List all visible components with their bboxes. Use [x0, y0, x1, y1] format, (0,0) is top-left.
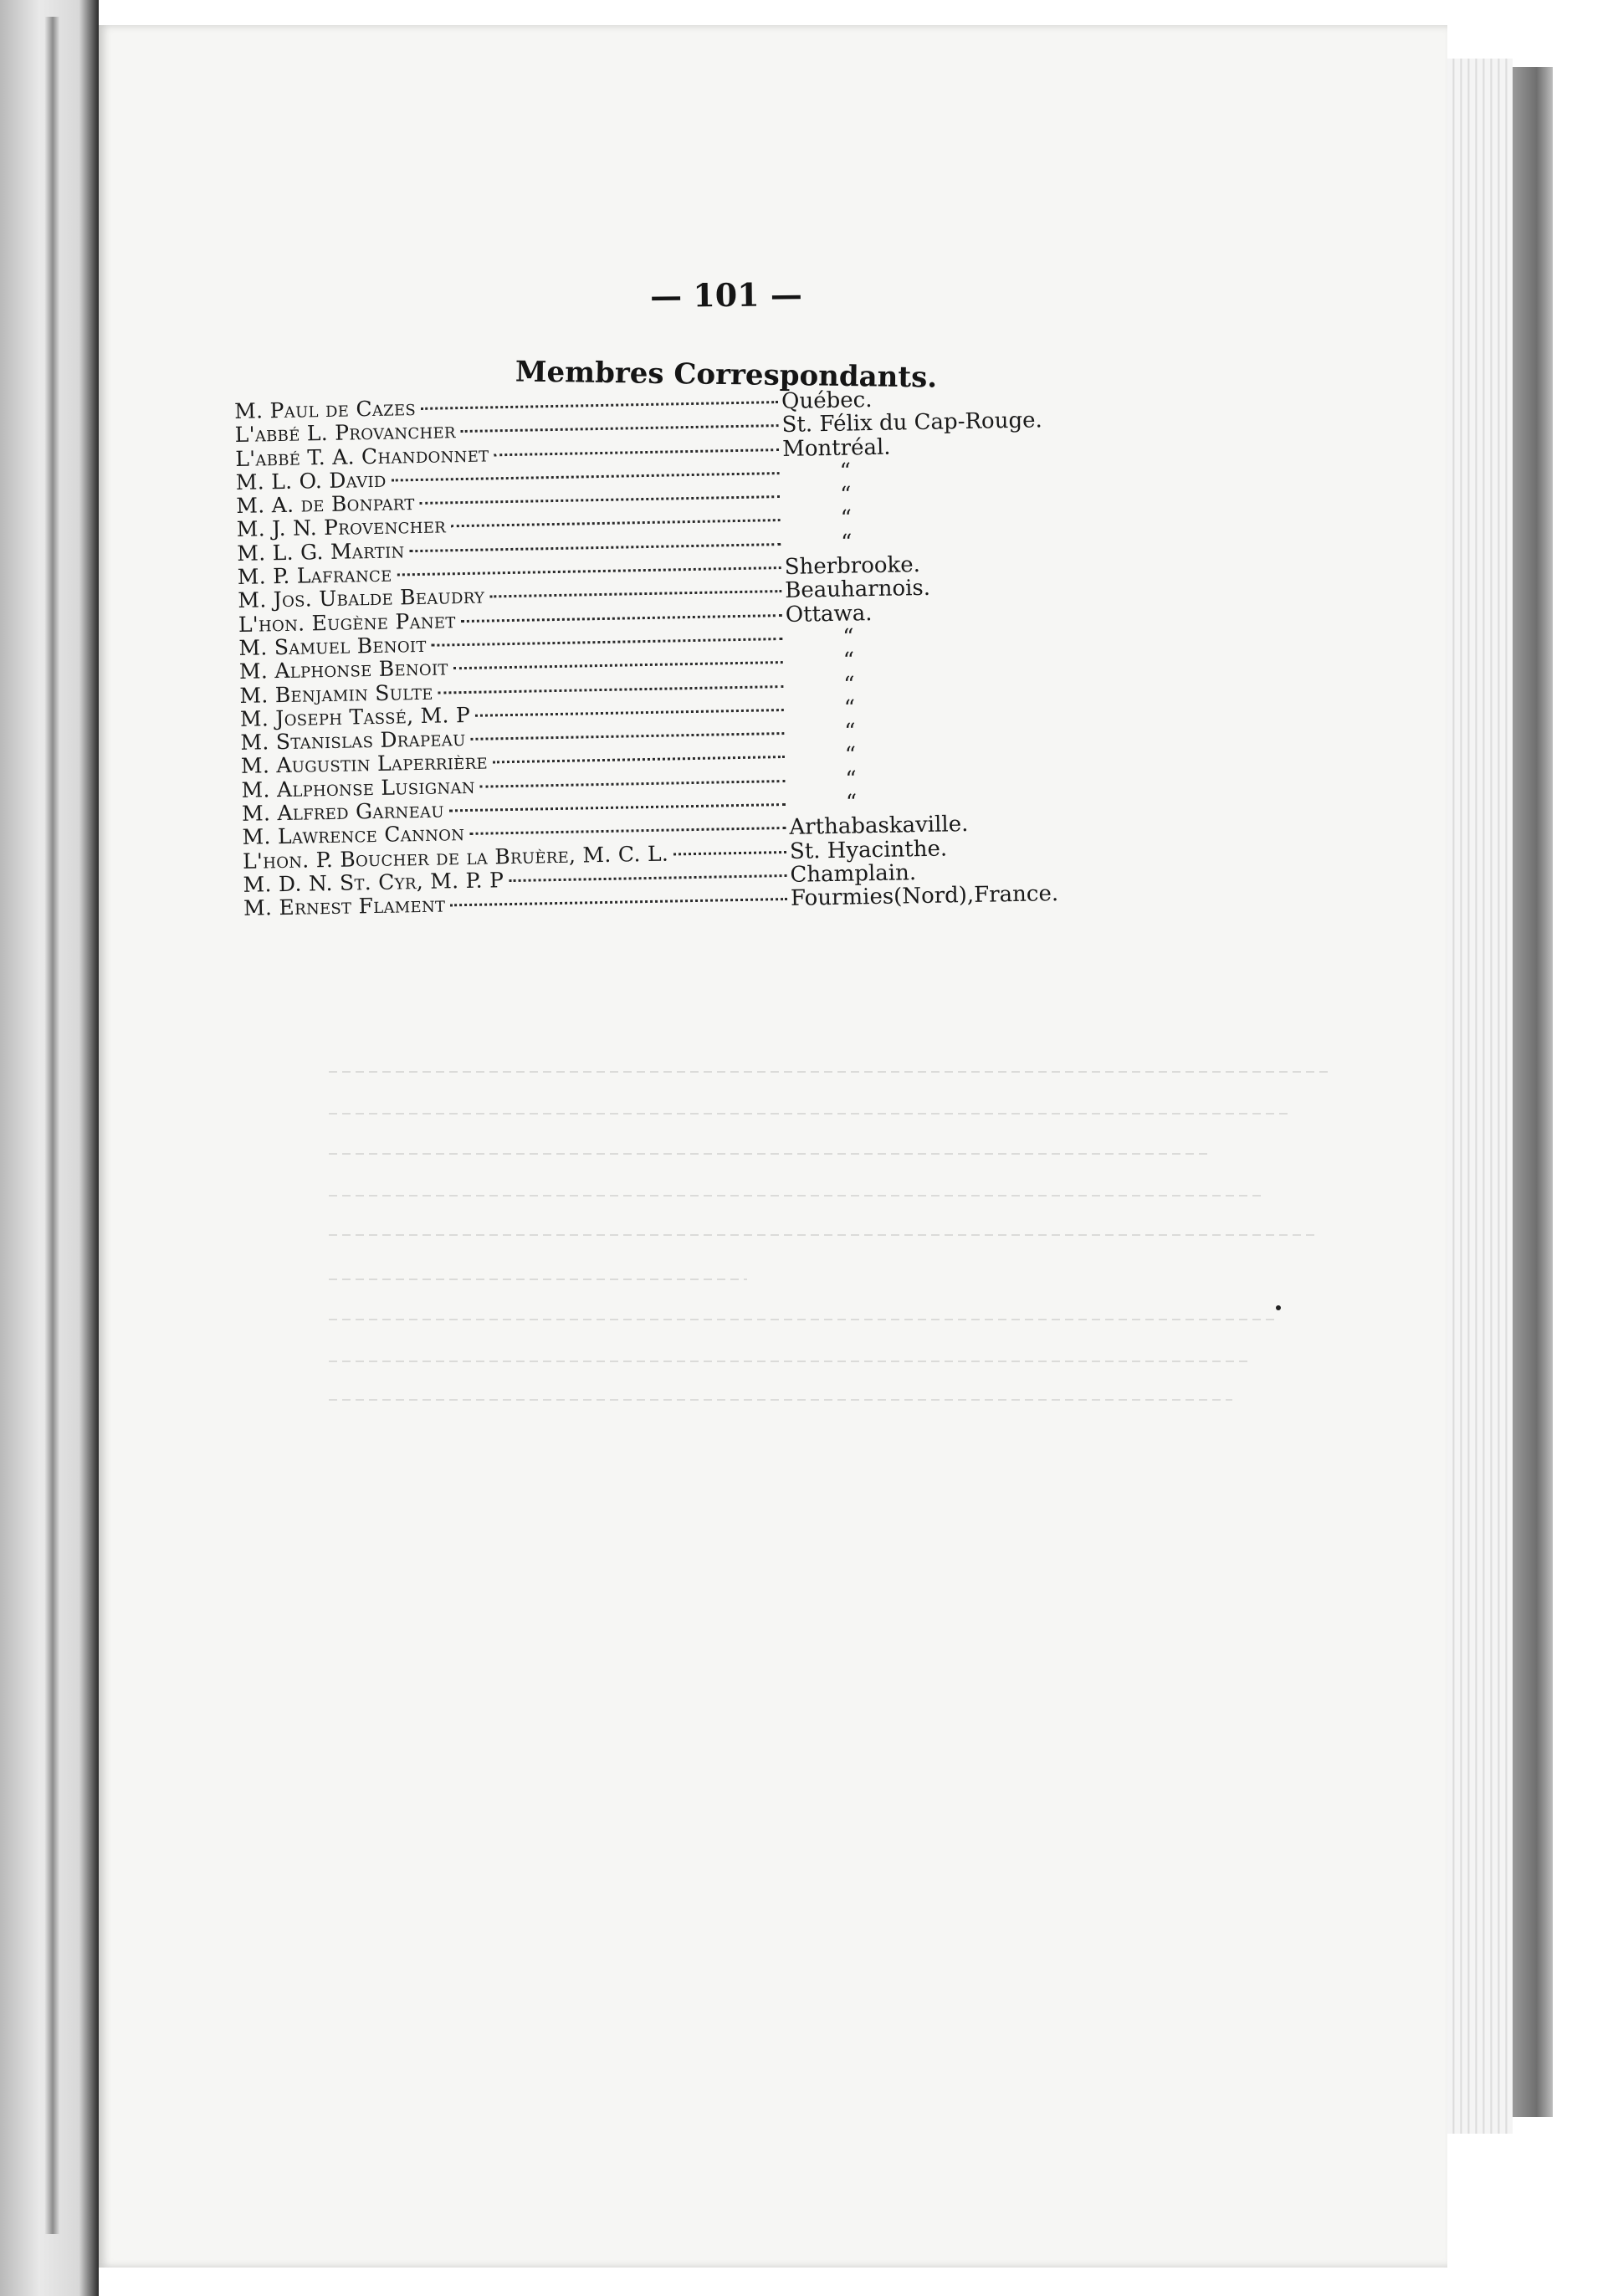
ditto-mark: “	[842, 624, 854, 650]
dot-leader	[453, 661, 783, 669]
ditto-mark: “	[843, 672, 855, 698]
dot-leader	[461, 614, 782, 623]
member-name: L'hon. Eugène Panet	[238, 607, 456, 637]
ditto-mark: “	[839, 482, 852, 508]
member-place: Ottawa.	[785, 600, 873, 628]
ditto-mark: “	[842, 648, 855, 674]
dot-leader	[469, 827, 786, 835]
left-facing-page-edge	[0, 0, 99, 2296]
member-name: M. D. N. St. Cyr, M. P. P	[243, 868, 504, 897]
member-name: M. L. G. Martin	[237, 538, 405, 566]
member-place: Beauharnois.	[785, 576, 931, 604]
show-through-ghost-text	[329, 1063, 1458, 1414]
member-name: M. Stanislas Drapeau	[240, 726, 466, 756]
member-place: Fourmies(Nord),France.	[790, 881, 1059, 912]
dot-leader	[450, 898, 787, 906]
book-cover-edge	[1513, 67, 1553, 2117]
dot-leader	[420, 495, 781, 505]
member-name: M. Samuel Benoit	[238, 632, 427, 660]
member-name: M. A. de Bonpart	[236, 490, 415, 519]
member-name: M. Benjamin Sulte	[239, 679, 433, 708]
member-name: M. Ernest Flament	[243, 892, 446, 921]
ditto-mark: “	[845, 790, 858, 816]
dot-leader	[438, 685, 784, 694]
member-place: St. Hyacinthe.	[789, 836, 948, 864]
member-name: M. Alphonse Lusignan	[241, 773, 476, 802]
scanned-page	[99, 25, 1447, 2268]
members-list	[234, 384, 1130, 921]
dot-leader	[471, 732, 785, 741]
ditto-mark: “	[844, 719, 856, 745]
dot-leader	[421, 401, 778, 410]
member-name: M. Alfred Garneau	[241, 797, 445, 826]
scan-background	[1553, 0, 1613, 2296]
member-name: L'abbé T. A. Chandonnet	[235, 442, 489, 471]
member-place: St. Félix du Cap-Rouge.	[781, 407, 1042, 438]
book-gutter	[45, 17, 60, 2234]
member-name: M. Lawrence Cannon	[242, 821, 465, 850]
dot-leader	[489, 590, 781, 597]
member-name: L'abbé L. Provancher	[234, 418, 457, 448]
ditto-mark: “	[840, 530, 853, 556]
dot-leader	[493, 756, 785, 763]
ink-speck	[1276, 1305, 1281, 1310]
member-name: M. P. Lafrance	[237, 561, 392, 590]
member-place: Québec.	[781, 387, 873, 415]
member-name: M. J. N. Provencher	[236, 513, 447, 542]
dot-leader	[475, 709, 784, 717]
member-name: M. Jos. Ubalde Beaudry	[238, 583, 485, 613]
section-title: Membres Correspondants.	[515, 355, 938, 395]
dot-leader	[392, 472, 780, 482]
dot-leader	[494, 448, 779, 456]
ditto-mark: “	[840, 505, 853, 532]
member-place: Arthabaskaville.	[789, 812, 969, 841]
dot-leader	[409, 543, 781, 552]
member-name: M. Paul de Cazes	[234, 396, 417, 423]
member-place: Montréal.	[781, 434, 891, 462]
ditto-mark: “	[839, 459, 852, 484]
ditto-mark: “	[845, 766, 858, 792]
member-name: M. L. O. David	[235, 467, 387, 495]
dot-leader	[432, 638, 783, 647]
dot-leader	[509, 874, 786, 882]
dot-leader	[451, 520, 781, 528]
member-name: M. Joseph Tassé, M. P	[239, 702, 471, 731]
member-name: L'hon. P. Boucher de la Bruère, M. C. L.	[242, 841, 669, 874]
dot-leader	[461, 424, 779, 433]
dot-leader	[397, 566, 781, 576]
page-stack-edge	[1447, 59, 1513, 2134]
member-name: M. Alphonse Benoit	[238, 655, 448, 684]
dot-leader	[480, 780, 786, 788]
member-name: M. Augustin Laperrière	[240, 749, 489, 779]
page-number: — 101 —	[649, 275, 803, 315]
member-place: Sherbrooke.	[784, 552, 921, 581]
dot-leader	[673, 851, 786, 855]
ditto-mark: “	[843, 695, 856, 721]
ditto-mark: “	[844, 742, 857, 769]
member-place: Champlain.	[790, 860, 917, 888]
dot-leader	[449, 803, 786, 812]
